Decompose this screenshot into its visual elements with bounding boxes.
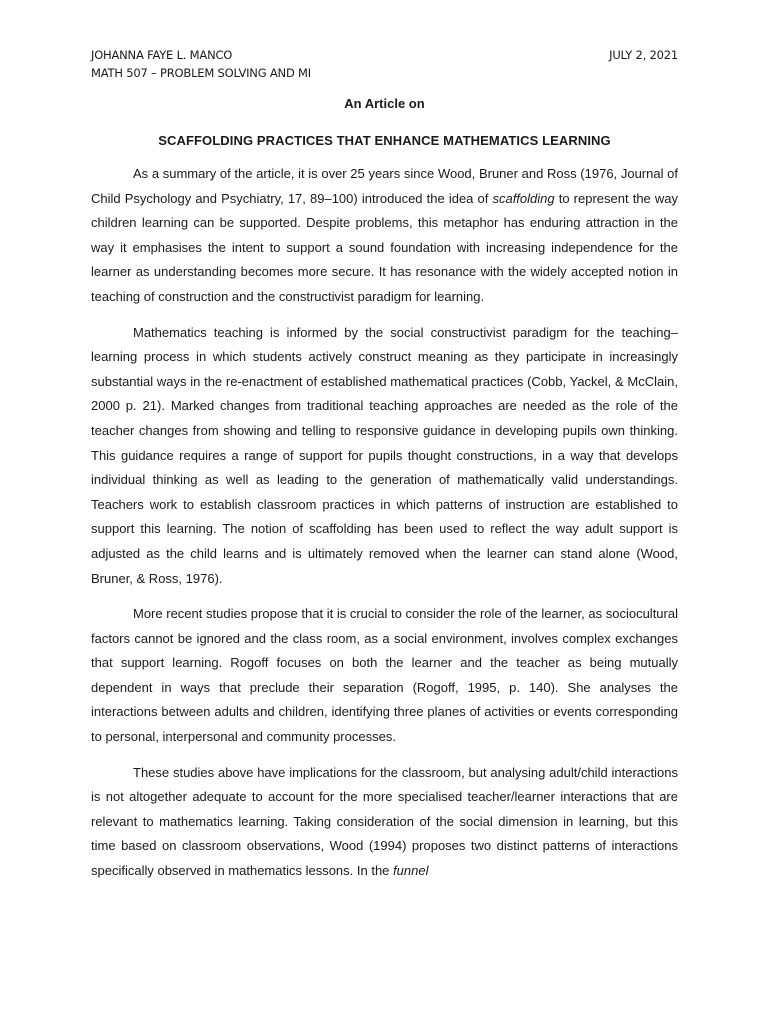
paragraph-4 [91, 761, 678, 884]
paragraph-1-text-a: As a summary of the article, it is over 25 years since Wood, Bruner and Ross (1976, Journal of Child Psychology and Psychiatry, 17, 89–100) introduced the idea of [91, 166, 678, 206]
course-line: MATH 507 – PROBLEM SOLVING AND MI [91, 66, 311, 80]
paragraph-2: Mathematics teaching is informed by the social constructivist paradigm for the teaching–learning process in which students actively construct meaning as they participate in increasingly substantial ways in the re-enactment of established mathematical practices (Cobb, Yackel, & McClain, 2000 p. 21). Marked changes from traditional teaching approaches are needed as the role of the teacher changes from showing and telling to responsive guidance in developing pupils own thinking. This guidance requires a range of support for pupils thought constructions, in a way that develops individual thinking as well as leading to the generation of mathematically valid understandings. Teachers work to establish classroom practices in which patterns of instruction are established to support this learning. The notion of scaffolding has been used to reflect the way adult support is adjusted as the child learns and is ultimately removed when the learner can stand alone (Wood, Bruner, & Ross, 1976). [91, 324, 678, 586]
paragraph-4-emphasis: funnel [393, 863, 429, 879]
paragraph-4-text-a: These studies above have implications for the classroom, but analysing adult/child interactions is not altogether adequate to account for the more specialised teacher/learner interactions that are relevant to mathematics learning. Taking consideration of the social dimension in learning, but this time based on classroom observations, Wood (1994) proposes two distinct patterns of interactions specifically observed in mathematics lessons. In the [91, 764, 678, 879]
paragraph-3: More recent studies propose that it is crucial to consider the role of the learner, as sociocultural factors cannot be ignored and the class room, as a social environment, involves complex exchanges that support learning. Rogoff focuses on both the learner and the teacher as being mutually dependent in ways that preclude their separation (Rogoff, 1995, p. 140). She analyses the interactions between adults and children, identifying three planes of activities or events corresponding to personal, interpersonal and community processes. [91, 606, 678, 745]
header-row [91, 46, 678, 64]
paragraph-1-emphasis: scaffolding [492, 190, 555, 206]
paragraph-1 [91, 162, 678, 310]
document-page [91, 46, 678, 884]
paragraph-1-text-b: to represent the way children learning can be supported. Despite problems, this metaphor has enduring attraction in the way it emphasises the intent to support a sound foundation with increasing independence for the learner as understanding becomes more secure. It has resonance with the widely accepted notion in teaching of construction and the constructivist paradigm for learning. [91, 190, 679, 304]
article-title: SCAFFOLDING PRACTICES THAT ENHANCE MATHEMATICS LEARNING [158, 133, 611, 148]
document-date: JULY 2, 2021 [609, 48, 678, 62]
author-name: JOHANNA FAYE L. MANCO [91, 48, 233, 62]
article-kicker: An Article on [344, 96, 425, 111]
